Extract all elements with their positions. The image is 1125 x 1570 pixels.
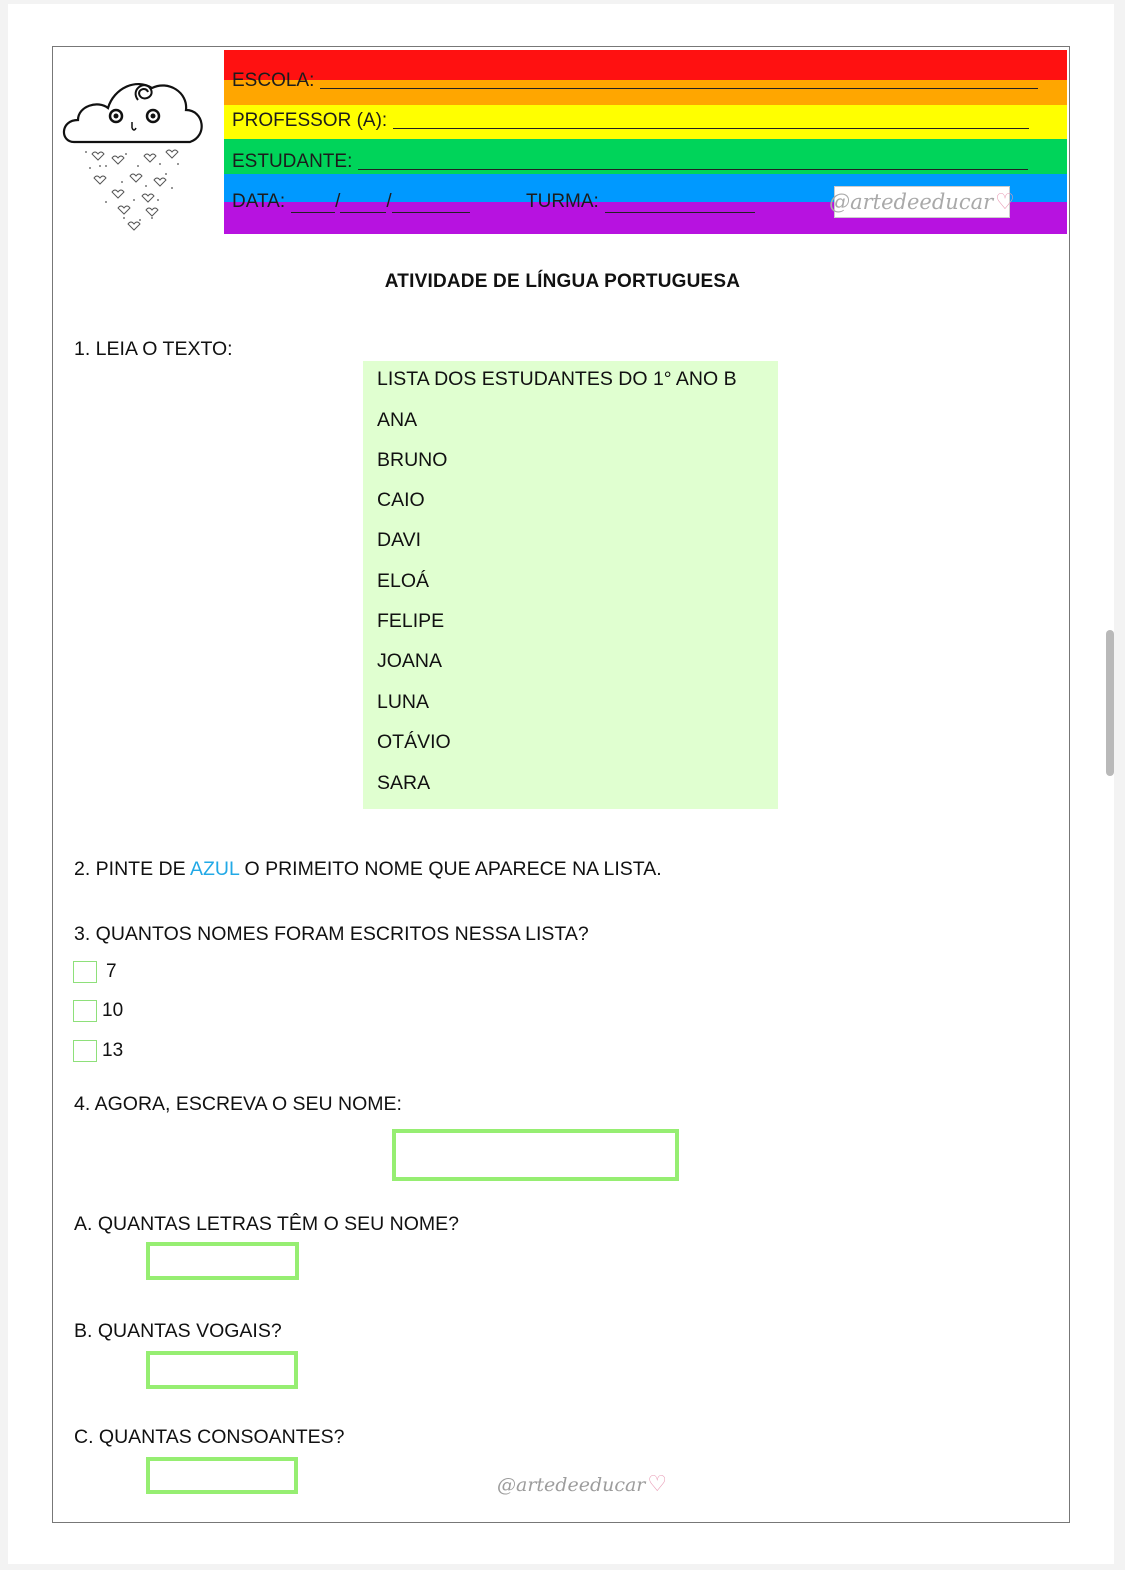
question-2	[74, 858, 662, 881]
list-item: OTÁVIO	[377, 731, 451, 753]
question-a-label: A. QUANTAS LETRAS TÊM O SEU NOME?	[74, 1213, 460, 1235]
question-1-label: 1. LEIA O TEXTO:	[74, 338, 233, 360]
name-answer-box[interactable]	[392, 1129, 679, 1181]
option-label: 7	[106, 961, 117, 982]
question-2-prefix: 2. PINTE DE	[74, 858, 190, 880]
list-item: BRUNO	[377, 449, 448, 471]
estudante-field[interactable]	[232, 151, 1028, 173]
question-4-label: 4. AGORA, ESCREVA O SEU NOME:	[74, 1093, 402, 1115]
list-item: ANA	[377, 409, 418, 431]
consonants-answer-box[interactable]	[146, 1457, 298, 1494]
question-2-suffix: O PRIMEITO NOME QUE APARECE NA LISTA.	[239, 858, 662, 880]
student-list-box	[363, 361, 778, 809]
option-7[interactable]	[73, 961, 117, 983]
estudante-label: ESTUDANTE:	[232, 151, 353, 172]
question-b-label: B. QUANTAS VOGAIS?	[74, 1320, 282, 1342]
escola-label: ESCOLA:	[232, 70, 315, 91]
date-separator: /	[386, 191, 392, 212]
checkbox[interactable]	[73, 961, 97, 983]
list-item: JOANA	[377, 650, 443, 672]
page-title: ATIVIDADE DE LÍNGUA PORTUGUESA	[384, 271, 741, 292]
list-item: FELIPE	[377, 610, 445, 632]
turma-field[interactable]	[526, 191, 755, 213]
list-item: DAVI	[377, 529, 422, 551]
checkbox[interactable]	[73, 1000, 97, 1022]
checkbox[interactable]	[73, 1040, 97, 1062]
option-label: 13	[102, 1040, 124, 1061]
option-13[interactable]	[73, 1040, 123, 1062]
question-3-label: 3. QUANTOS NOMES FORAM ESCRITOS NESSA LISTA?	[74, 923, 589, 945]
option-10[interactable]	[73, 1000, 123, 1022]
professor-label: PROFESSOR (A):	[232, 110, 388, 131]
turma-label: TURMA:	[526, 191, 599, 212]
vowels-answer-box[interactable]	[146, 1351, 298, 1389]
date-separator: /	[335, 191, 341, 212]
letters-answer-box[interactable]	[146, 1242, 299, 1280]
rain-cloud-icon	[62, 70, 208, 234]
professor-field[interactable]	[232, 110, 1029, 132]
question-2-color-word: AZUL	[189, 858, 240, 880]
heart-icon: ♡	[995, 189, 1015, 215]
list-item: CAIO	[377, 489, 425, 511]
list-item: ELOÁ	[377, 570, 430, 592]
scrollbar[interactable]	[1106, 630, 1114, 776]
escola-field[interactable]	[232, 70, 1038, 92]
heart-icon: ♡	[647, 1472, 668, 1497]
option-label: 10	[102, 1000, 124, 1021]
data-label: DATA:	[232, 191, 286, 212]
footer-watermark: @artedeeducar♡	[497, 1472, 668, 1497]
question-c-label: C. QUANTAS CONSOANTES?	[74, 1426, 345, 1448]
list-item: LUNA	[377, 691, 430, 713]
list-item: SARA	[377, 772, 431, 794]
data-field[interactable]	[232, 191, 470, 213]
list-title: LISTA DOS ESTUDANTES DO 1° ANO B	[377, 368, 737, 390]
watermark-handle: @artedeeducar ♡	[834, 186, 1010, 218]
